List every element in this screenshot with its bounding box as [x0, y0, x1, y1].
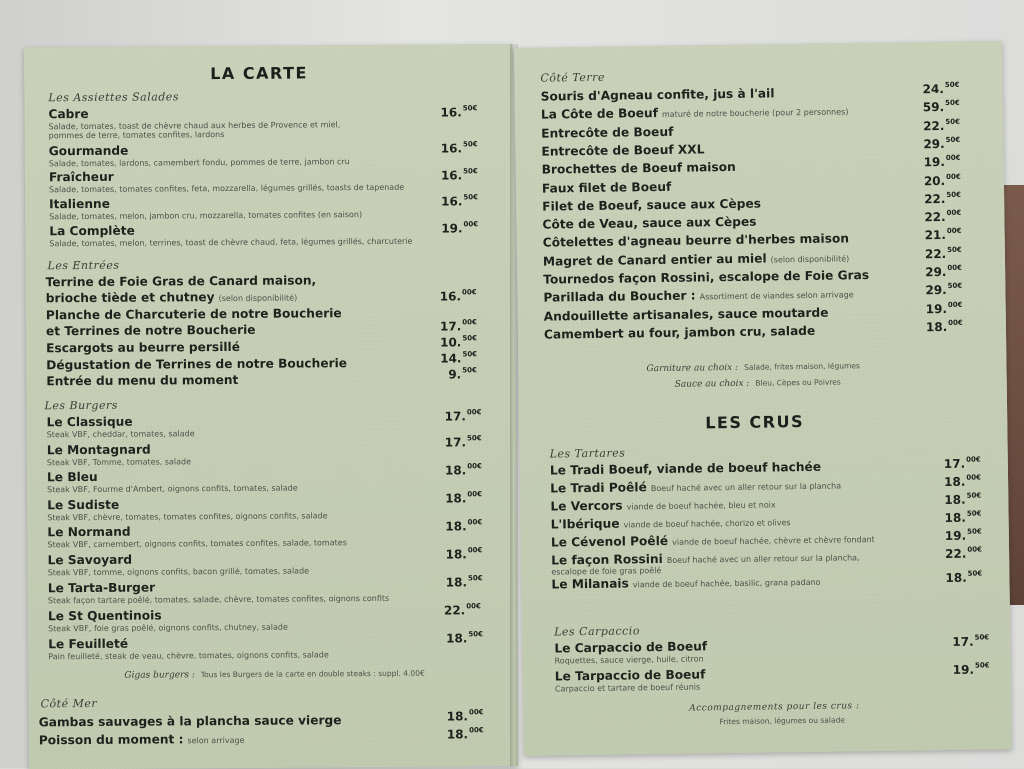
dish-price: 19.$^{00€}$ [441, 220, 479, 236]
dish-price: 24.$^{50€}$ [922, 80, 960, 97]
dish-name: Le Tarpaccio de Boeuf [554, 667, 706, 684]
dish-name: L'Ibérique viande de boeuf hachée, chorizo et olives [550, 516, 791, 532]
dish-name: Le façon Rossini Boeuf haché avec un aller retour sur la plancha, [551, 551, 860, 568]
dish-name: Côte de Veau, sauce aux Cèpes [542, 214, 757, 232]
dish-price: 19.$^{00€}$ [925, 300, 963, 316]
dish-name: Planche de Charcuterie de notre Boucherie [45, 306, 342, 323]
dish-desc: Salade, tomates, melon, jambon cru, mozzarella, tomates confites (en saison) [49, 210, 363, 222]
dish-name: La Complète [49, 223, 135, 239]
dish-desc: Steak VBF, cheddar, tomates, salade [46, 429, 195, 440]
dish-name: Terrine de Foie Gras de Canard maison, [45, 273, 317, 290]
dish-name: Côtelettes d'agneau beurre d'herbes maison [542, 231, 850, 251]
dish-price: 18.$^{50€}$ [944, 491, 982, 508]
dish-name: Magret de Canard entier au miel (selon disponibilité) [542, 251, 850, 269]
dish-name: Camembert au four, jambon cru, salade [543, 323, 816, 342]
dish-name: Entrée du menu du moment [46, 372, 239, 389]
dish-name: La Côte de Boeuf maturé de notre boucherie (pour 2 personnes) [540, 106, 849, 122]
dish-price: 18.$^{50€}$ [445, 574, 483, 590]
dish-name: Gambas sauvages à la plancha sauce vierge [38, 713, 342, 730]
dish-desc: Steak VBF, chèvre, tomates, tomates confites, oignons confits, salade [47, 511, 328, 523]
dish-price: 18.$^{00€}$ [925, 318, 963, 335]
dish-name: Le Tradi Poêlé Boeuf haché avec un aller retour sur la plancha [550, 480, 842, 496]
dish-name: Le Milanais viande de boeuf hachée, basilic, grana padano [551, 576, 821, 592]
dish-desc: Steak VBF, Tomme, tomates, salade [46, 457, 192, 468]
page-title: LA CARTE [210, 63, 308, 84]
dish-name: Fraîcheur [48, 169, 114, 185]
dish-price: 17.$^{00€}$ [943, 455, 981, 472]
dish-name: Le Classique [46, 414, 133, 430]
dish-name: Andouillette artisanales, sauce moutarde [543, 305, 829, 324]
dish-name: Entrecôte de Boeuf [541, 124, 674, 141]
dish-price: 29.$^{50€}$ [923, 135, 961, 152]
menu-left-page [24, 44, 518, 769]
dish-name: Le Bleu [46, 469, 98, 485]
dish-price: 18.$^{50€}$ [945, 569, 983, 586]
dish-price: 19.$^{00€}$ [923, 153, 961, 170]
dish-desc: Salade, tomates, melon, terrines, toast de chèvre chaud, feta, légumes grillés, charcuterie [49, 236, 413, 249]
burgers-note: Gigas burgers : Tous les Burgers de la carte en double steaks : suppl. 4.00€ [124, 668, 425, 681]
dish-desc: Steak façon tartare poêlé, tomates, salade, chèvre, tomates confites, oignons confits [47, 593, 390, 606]
garniture-note: Garniture au choix : Salade, frites maison, légumes [646, 361, 860, 375]
dish-desc: Steak VBF, foie gras poêlé, oignons confits, chutney, salade [48, 622, 288, 634]
dish-price: 22.$^{00€}$ [945, 545, 982, 562]
dish-name: Gourmande [48, 143, 129, 159]
dish-name: Le Carpaccio de Boeuf [554, 639, 708, 656]
section-terre: Côté Terre [540, 70, 606, 85]
section-entrees: Les Entrées [47, 258, 120, 273]
dish-name: Filet de Boeuf, sauce aux Cèpes [542, 196, 762, 214]
dish-price: 29.$^{00€}$ [925, 263, 963, 280]
dish-price: 18.$^{50€}$ [944, 509, 982, 526]
dish-name: Parillada du Boucher : Assortiment de viandes selon arrivage [543, 288, 854, 305]
dish-name: Le Cévenol Poêlé viande de boeuf hachée, chèvre et chèvre fondant [550, 533, 875, 550]
dish-price: 21.$^{00€}$ [924, 227, 962, 243]
menu-right-page [514, 41, 1012, 756]
dish-price: 20.$^{00€}$ [923, 172, 961, 188]
dish-price: 16.$^{50€}$ [441, 193, 478, 209]
dish-price: 22.$^{00€}$ [443, 602, 481, 618]
dish-name: Le Montagnard [46, 442, 151, 458]
dish-desc: Salade, tomates, toast de chèvre chaud aux herbes de Provence et miel, pommes de terre, tomates confites, lardons [48, 120, 341, 141]
dish-price: 17.$^{00€}$ [439, 318, 477, 334]
dish-name: Le Normand [47, 524, 131, 540]
dish-name: Escargots au beurre persillé [46, 339, 241, 356]
dish-price: 9.$^{50€}$ [448, 366, 477, 382]
dish-price: 17.$^{50€}$ [952, 633, 990, 649]
dish-price: 10.$^{50€}$ [440, 334, 477, 350]
dish-price: 22.$^{00€}$ [924, 208, 962, 225]
dish-name: Le Sudiste [47, 497, 120, 513]
dish-name: Brochettes de Boeuf maison [541, 160, 736, 177]
dish-name: Poisson du moment : selon arrivage [38, 732, 245, 748]
dish-name: Souris d'Agneau confite, jus à l'ail [540, 86, 775, 104]
dish-price: 18.$^{00€}$ [445, 490, 483, 506]
crus-title: LES CRUS [705, 411, 805, 433]
dish-name: et Terrines de notre Boucherie [45, 322, 256, 339]
dish-price: 18.$^{00€}$ [445, 546, 483, 562]
dish-price: 18.$^{00€}$ [444, 462, 482, 478]
dish-price: 18.$^{00€}$ [446, 708, 484, 724]
dish-price: 16.$^{50€}$ [440, 167, 478, 183]
dish-price: 19.$^{50€}$ [944, 527, 982, 544]
dish-price: 18.$^{00€}$ [944, 473, 981, 490]
dish-name: Le Tarta-Burger [47, 580, 156, 596]
dish-desc: Steak VBF, Fourme d'Ambert, oignons confits, tomates, salade [47, 483, 298, 495]
dish-price: 19.$^{50€}$ [952, 661, 990, 677]
dish-name: Le Tradi Boeuf, viande de boeuf hachée [549, 459, 822, 478]
dish-name: Le Vercors viande de boeuf hachée, bleu et noix [550, 498, 776, 514]
dish-desc: Steak VBF, camembert, oignons confits, tomates confites, salade, tomates [47, 538, 347, 550]
section-carpaccio: Les Carpaccio [554, 624, 641, 639]
dish-price: 16.$^{50€}$ [440, 104, 478, 120]
dish-price: 18.$^{50€}$ [446, 630, 484, 646]
dish-name: Dégustation de Terrines de notre Boucherie [46, 356, 348, 373]
dish-price: 29.$^{50€}$ [925, 282, 963, 298]
dish-name: Le Savoyard [47, 552, 133, 568]
dish-price: 17.$^{00€}$ [444, 408, 482, 424]
dish-desc: escalope de foie gras poêlé [551, 565, 662, 577]
dish-name: Italienne [49, 196, 110, 212]
dish-desc: Carpaccio et tartare de boeuf réunis [554, 682, 701, 694]
dish-desc: Salade, tomates, tomates confites, feta, mozzarella, légumes grillés, toasts de tapenade [48, 182, 405, 195]
dish-name: Le St Quentinois [47, 608, 162, 624]
dish-desc: Salade, tomates, lardons, camembert fondu, pommes de terre, jambon cru [48, 157, 350, 169]
accomp-text: Frites maison, légumes ou salade [719, 715, 845, 727]
dish-price: 14.$^{50€}$ [440, 350, 478, 366]
dish-price: 16.$^{50€}$ [440, 140, 478, 156]
section-mer: Côté Mer [40, 696, 98, 711]
dish-name: Tournedos façon Rossini, escalope de Foie Gras [543, 268, 870, 287]
dish-price: 17.$^{50€}$ [444, 434, 482, 450]
dish-desc: Pain feuilleté, steak de veau, chèvre, tomates, oignons confits, salade [48, 650, 329, 662]
dish-name: Le Feuilleté [48, 636, 129, 652]
dish-price: 22.$^{50€}$ [924, 245, 962, 261]
dish-price: 16.$^{00€}$ [439, 288, 477, 304]
section-assiettes: Les Assiettes Salades [48, 90, 179, 105]
section-burgers: Les Burgers [44, 398, 118, 413]
dish-name: brioche tiède et chutney (selon disponibilité) [45, 290, 298, 306]
accomp-label: Accompagnements pour les crus : [689, 701, 860, 714]
dish-price: 18.$^{00€}$ [446, 726, 484, 742]
dish-name: Cabre [48, 106, 89, 122]
dish-name: Faux filet de Boeuf [541, 179, 672, 196]
section-tartares: Les Tartares [549, 446, 626, 461]
sauce-note: Sauce au choix : Bleu, Cèpes ou Poivres [674, 377, 841, 390]
dish-desc: Roquettes, sauce vierge, huile, citron [554, 654, 704, 666]
dish-price: 18.$^{00€}$ [445, 518, 483, 534]
dish-name: Entrecôte de Boeuf XXL [541, 142, 705, 159]
dish-price: 59.$^{50€}$ [922, 99, 960, 115]
dish-desc: Steak VBF, tomme, oignons confits, bacon grillé, tomates, salade [47, 566, 310, 578]
dish-price: 22.$^{50€}$ [923, 117, 961, 133]
dish-price: 22.$^{50€}$ [924, 190, 962, 207]
